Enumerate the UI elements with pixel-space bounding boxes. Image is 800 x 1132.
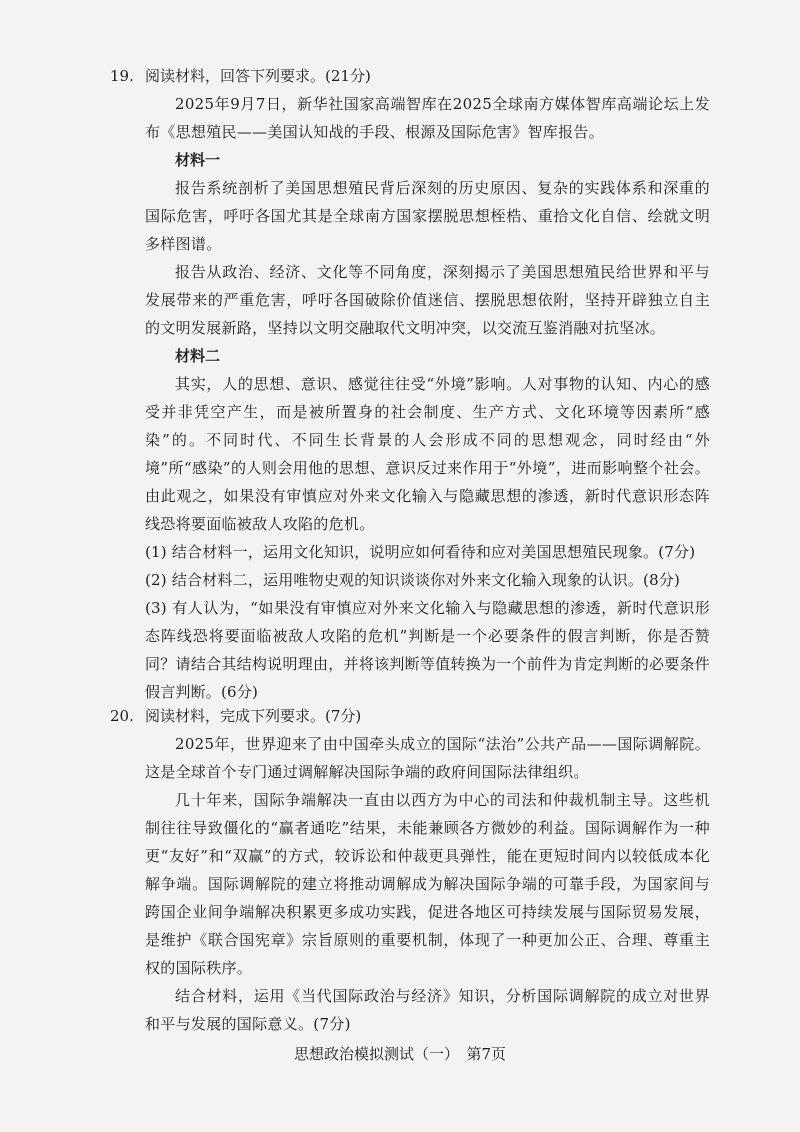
question-19-header <box>110 62 710 90</box>
material-paragraph: 报告系统剖析了美国思想殖民背后深刻的历史原因、复杂的实践体系和深重的国际危害，呼吁各国尤其是全球南方国家摆脱思想桎梏、重拾文化自信、绘就文明多样图谱。 <box>145 179 710 253</box>
question-prompt: 阅读材料，完成下列要求。(7分) <box>145 707 362 725</box>
sub-question: (1) 结合材料一，运用文化知识，说明应如何看待和应对美国思想殖民现象。(7分) <box>145 543 696 561</box>
question-20-header <box>110 702 710 730</box>
question-19 <box>110 62 710 706</box>
question-number: 20. <box>110 707 134 725</box>
material-paragraph: 几十年来，国际争端解决一直由以西方为中心的司法和仲裁机制主导。这些机制往往导致僵化的“赢者通吃”结果，未能兼顾各方微妙的利益。国际调解作为一种更“友好”和“双赢”的方式，较诉讼和仲裁更具弹性，能在更短时间内以较低成本化解争端。国际调解院的建立将推动调解成为解决国际争端的可靠手段，为国家间与跨国企业间争端解决积累更多成功实践，促进各地区可持续发展与国际贸易发展，是维护《联合国宪章》宗旨原则的重要机制，体现了一种更加公正、合理、尊重主权的国际秩序。 <box>145 791 710 977</box>
sub-question: (3) 有人认为，“如果没有审慎应对外来文化输入与隐藏思想的渗透，新时代意识形态阵线恐将要面临被敌人攻陷的危机”判断是一个必要条件的假言判断，你是否赞同？请结合其结构说明理由，并将该判断等值转换为一个前件为肯定判断的必要条件假言判断。(6分) <box>145 599 710 701</box>
question-number: 19. <box>110 67 134 85</box>
intro-paragraph: 2025年9月7日，新华社国家高端智库在2025全球南方媒体智库高端论坛上发布《思想殖民——美国认知战的手段、根源及国际危害》智库报告。 <box>145 95 710 141</box>
material-paragraph: 报告从政治、经济、文化等不同角度，深刻揭示了美国思想殖民给世界和平与发展带来的严重危害，呼吁各国破除价值迷信、摆脱思想依附，坚持开辟独立自主的文明发展新路，坚持以文明交融取代文明冲突，以交流互鉴消融对抗坚冰。 <box>145 263 710 337</box>
sub-question: (2) 结合材料二，运用唯物史观的知识谈谈你对外来文化输入现象的认识。(8分) <box>145 571 681 589</box>
question-prompt: 阅读材料，回答下列要求。(21分) <box>145 67 371 85</box>
material-label: 材料二 <box>175 347 221 365</box>
material-paragraph: 其实，人的思想、意识、感觉往往受“外境”影响。人对事物的认知、内心的感受并非凭空产生，而是被所置身的社会制度、生产方式、文化环境等因素所“感染”的。不同时代、不同生长背景的人会形成不同的思想观念，同时经由“外境”所“感染”的人则会用他的思想、意识反过来作用于“外境”，进而影响整个社会。由此观之，如果没有审慎应对外来文化输入与隐藏思想的渗透，新时代意识形态阵线恐将要面临被敌人攻陷的危机。 <box>145 375 710 533</box>
material-label: 材料一 <box>175 151 221 169</box>
material-paragraph: 2025年，世界迎来了由中国牵头成立的国际“法治”公共产品——国际调解院。这是全球首个专门通过调解解决国际争端的政府间国际法律组织。 <box>145 735 710 781</box>
question-20 <box>110 702 710 1038</box>
task-paragraph: 结合材料，运用《当代国际政治与经济》知识，分析国际调解院的成立对世界和平与发展的国际意义。(7分) <box>145 987 710 1033</box>
page-footer: 思想政治模拟测试（一） 第7页 <box>293 1045 507 1063</box>
